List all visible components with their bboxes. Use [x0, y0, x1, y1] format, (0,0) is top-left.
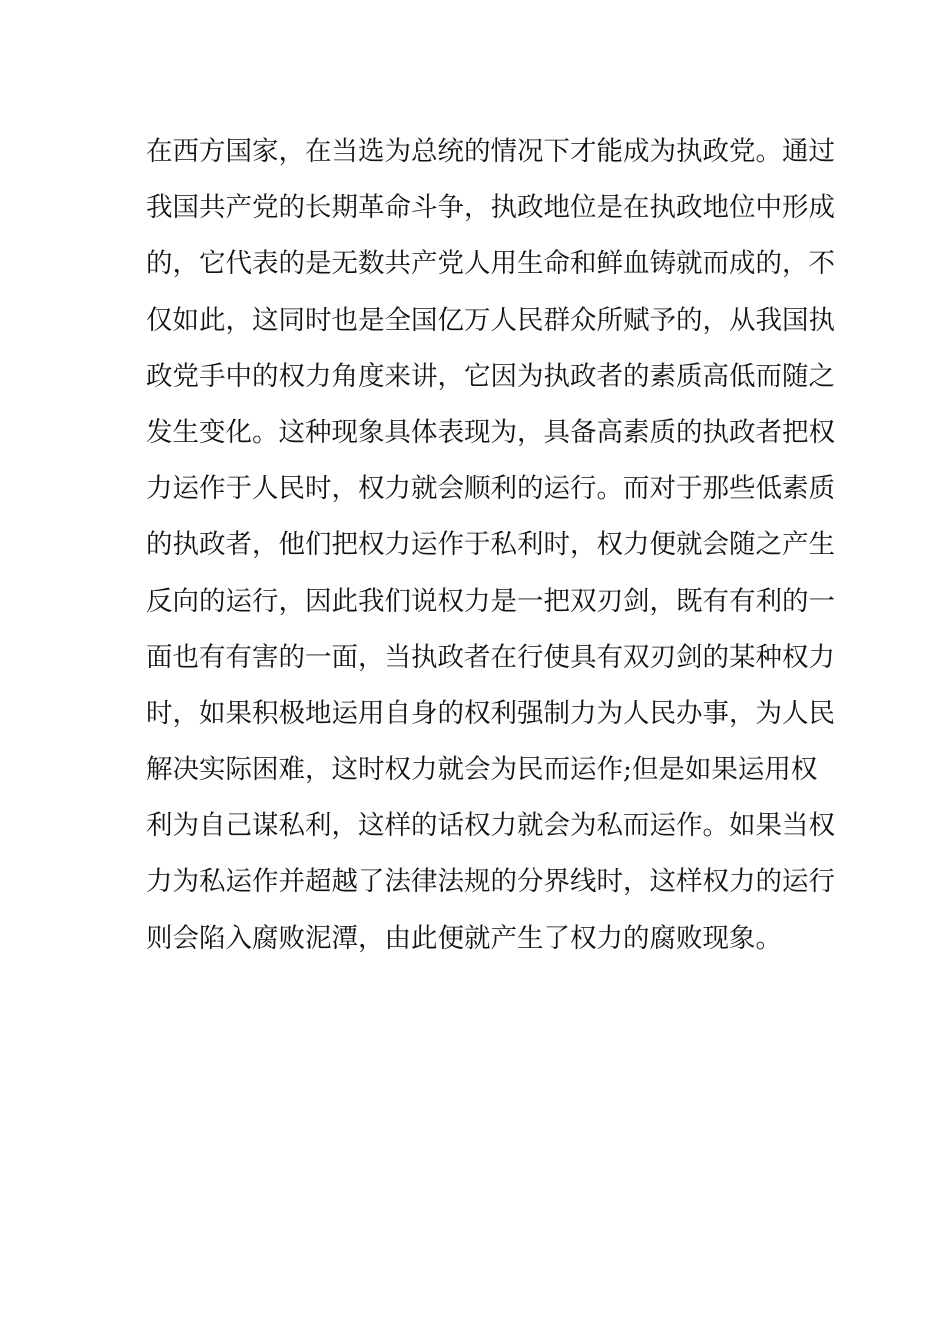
text-line: 政党手中的权力角度来讲，它因为执政者的素质高低而随之	[146, 360, 835, 392]
text-line: 则会陷入腐败泥潭，由此便就产生了权力的腐败现象。	[146, 922, 782, 954]
text-line: 解决实际困难，这时权力就会为民而运作;但是如果运用权	[146, 754, 818, 786]
text-line: 我国共产党的长期革命斗争，执政地位是在执政地位中形成	[146, 192, 835, 224]
text-line: 仅如此，这同时也是全国亿万人民群众所赋予的，从我国执	[146, 304, 835, 336]
text-line: 发生变化。这种现象具体表现为，具备高素质的执政者把权	[146, 416, 835, 448]
text-line: 力为私运作并超越了法律法规的分界线时，这样权力的运行	[146, 866, 835, 898]
text-line: 时，如果积极地运用自身的权利强制力为人民办事，为人民	[146, 697, 835, 729]
text-line: 利为自己谋私利，这样的话权力就会为私而运作。如果当权	[146, 810, 835, 842]
text-line: 力运作于人民时，权力就会顺利的运行。而对于那些低素质	[146, 473, 835, 505]
text-line: 在西方国家，在当选为总统的情况下才能成为执政党。通过	[146, 136, 835, 167]
text-line: 的，它代表的是无数共产党人用生命和鲜血铸就而成的，不	[146, 248, 835, 280]
body-paragraph	[146, 128, 835, 971]
text-line: 的执政者，他们把权力运作于私利时，权力便就会随之产生	[146, 529, 835, 561]
text-line: 反向的运行，因此我们说权力是一把双刃剑，既有有利的一	[146, 585, 835, 617]
text-line: 面也有有害的一面，当执政者在行使具有双刃剑的某种权力	[146, 641, 835, 673]
